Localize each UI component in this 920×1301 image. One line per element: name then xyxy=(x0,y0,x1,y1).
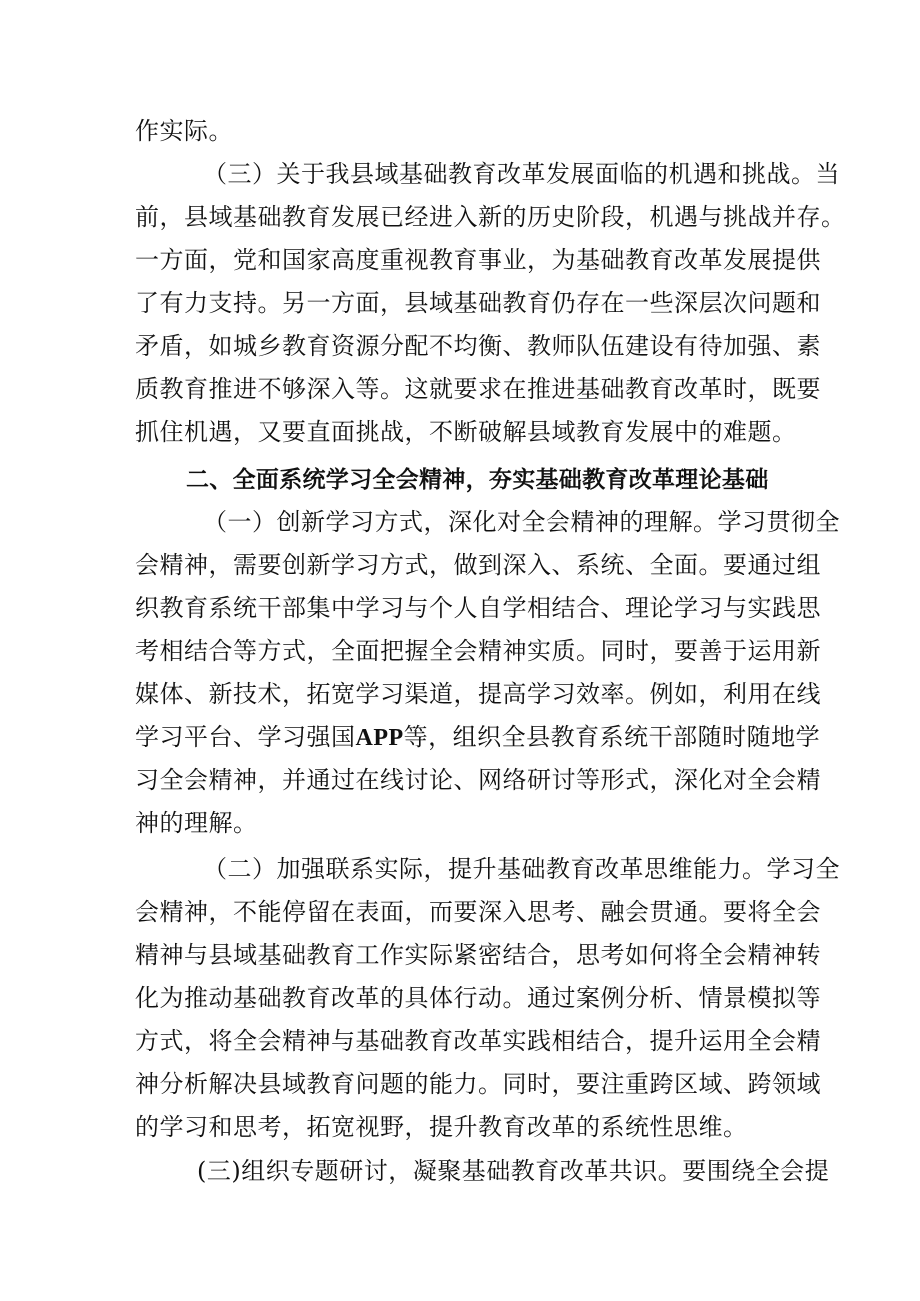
paragraph-opportunities xyxy=(135,153,846,454)
paragraph-line: （三）关于我县域基础教育改革发展面临的机遇和挑战。当 xyxy=(203,160,840,188)
paragraph-line: 考相结合等方式，全面把握全会精神实质。同时，要善于运用新 xyxy=(135,637,821,665)
app-line-suffix: 等，组织全县教育系统干部随时随地学 xyxy=(403,723,821,751)
paragraph-line: （一）创新学习方式，深化对全会精神的理解。学习贯彻全 xyxy=(203,508,840,536)
app-line-prefix: 学习平台、学习强国 xyxy=(135,723,356,751)
section-heading: 二、全面系统学习全会精神，夯实基础教育改革理论基础 xyxy=(186,467,769,493)
paragraph-line: 习全会精神，并通过在线讨论、网络研讨等形式，深化对全会精 xyxy=(135,766,821,794)
paragraph-line: 精神与县域基础教育工作实际紧密结合，思考如何将全会精神转 xyxy=(135,941,821,969)
paragraph-line: 一方面，党和国家高度重视教育事业，为基础教育改革发展提供 xyxy=(135,246,821,274)
paragraph-line: 织教育系统干部集中学习与个人自学相结合、理论学习与实践思 xyxy=(135,594,821,622)
paragraph-line-app xyxy=(135,716,821,759)
paragraph-line: 质教育推进不够深入等。这就要求在推进基础教育改革时，既要 xyxy=(135,375,821,403)
app-bold-text: APP xyxy=(355,725,404,751)
paragraph-line: 作实际。 xyxy=(135,117,233,145)
paragraph-line: （二）加强联系实际，提升基础教育改革思维能力。学习全 xyxy=(203,855,840,883)
paragraph-line: 了有力支持。另一方面，县域基础教育仍存在一些深层次问题和 xyxy=(135,289,821,317)
paragraph-line: 神的理解。 xyxy=(135,809,258,837)
paragraph-line: 前，县域基础教育发展已经进入新的历史阶段，机遇与挑战并存。 xyxy=(135,203,846,231)
paragraph-line: 抓住机遇，又要直面挑战，不断破解县域教育发展中的难题。 xyxy=(135,418,797,446)
paragraph-study xyxy=(135,501,840,845)
paragraph-line: 的学习和思考，拓宽视野，提升教育改革的系统性思维。 xyxy=(135,1113,748,1141)
paragraph-line: 会精神，需要创新学习方式，做到深入、系统、全面。要通过组 xyxy=(135,551,821,579)
paragraph-line: 矛盾，如城乡教育资源分配不均衡、教师队伍建设有待加强、素 xyxy=(135,332,821,360)
paragraph-practice xyxy=(135,848,840,1149)
paragraph-line: 化为推动基础教育改革的具体行动。通过案例分析、情景模拟等 xyxy=(135,984,821,1012)
paragraph-line: 会精神，不能停留在表面，而要深入思考、融会贯通。要将全会 xyxy=(135,898,821,926)
paragraph-intro xyxy=(135,110,805,153)
paragraph-line: (三)组织专题研讨，凝聚基础教育改革共识。要围绕全会提 xyxy=(197,1157,830,1185)
paragraph-line: 媒体、新技术，拓宽学习渠道，提高学习效率。例如，利用在线 xyxy=(135,680,821,708)
paragraph-seminar xyxy=(135,1150,830,1193)
paragraph-line: 神分析解决县域教育问题的能力。同时，要注重跨区域、跨领域 xyxy=(135,1070,821,1098)
paragraph-line: 方式，将全会精神与基础教育改革实践相结合，提升运用全会精 xyxy=(135,1027,821,1055)
